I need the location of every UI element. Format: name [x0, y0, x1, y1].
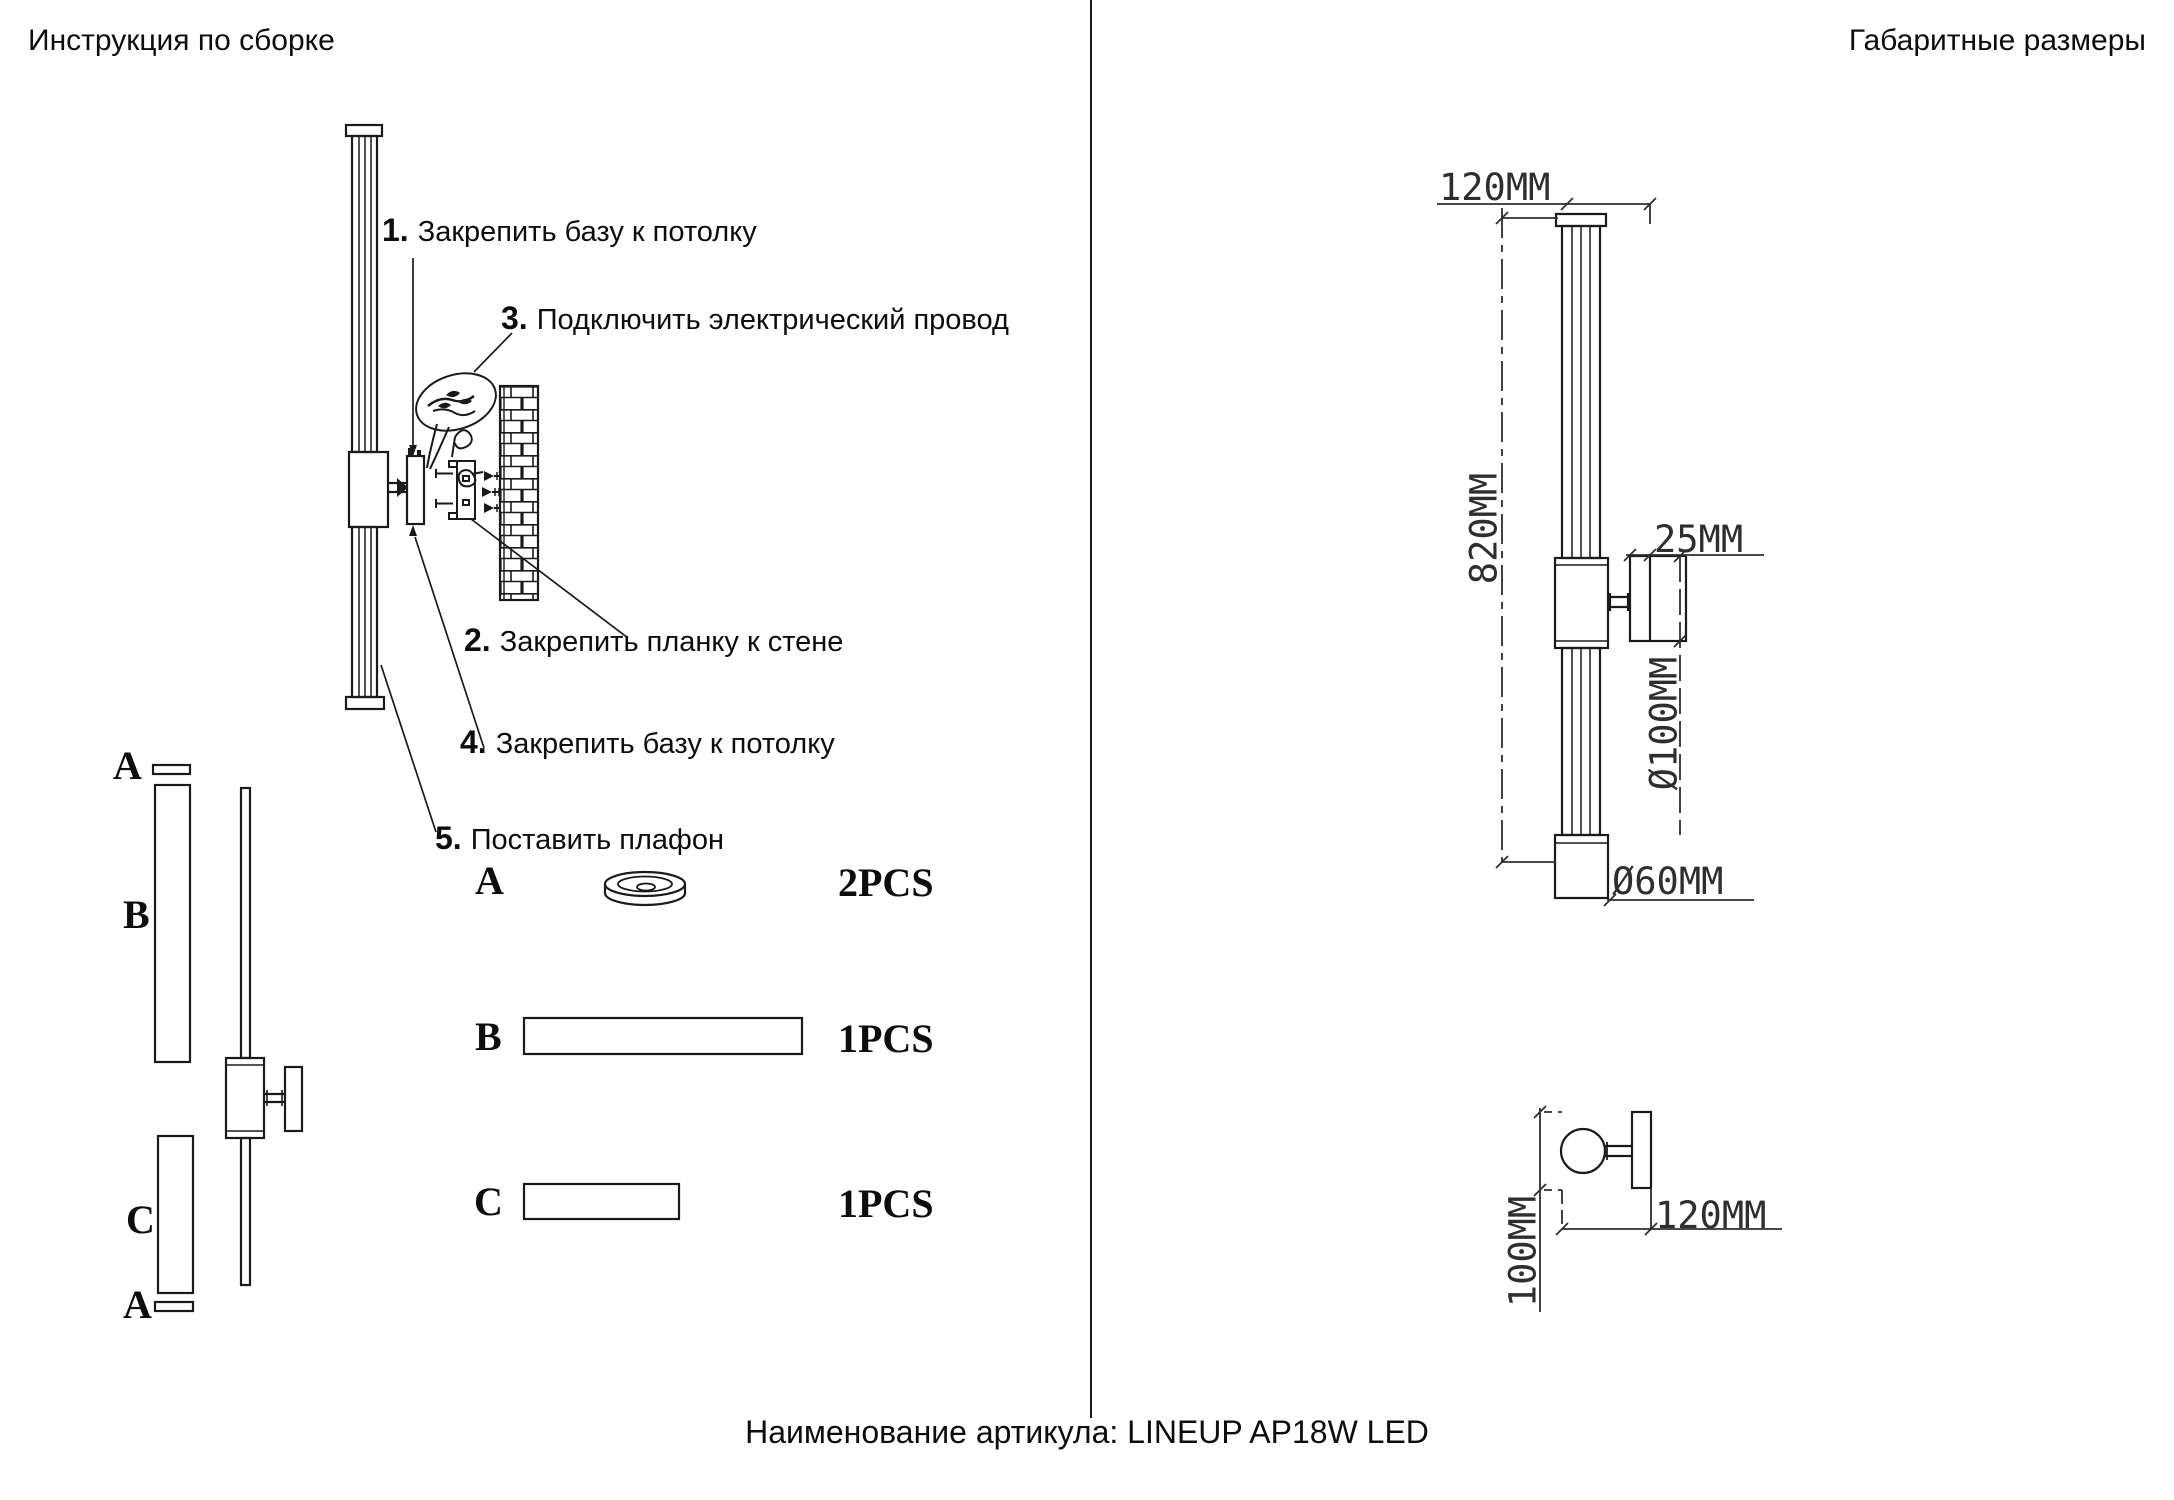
exploded-label-cap-bottom: A	[123, 1282, 152, 1327]
part-row-c-label: C	[474, 1179, 503, 1224]
step-text: Закрепить базу к потолку	[417, 216, 757, 248]
exploded-label-tube-short: C	[126, 1197, 155, 1242]
step-text: Подключить электрический провод	[536, 304, 1009, 336]
part-row-c-qty: 1PCS	[838, 1181, 934, 1226]
dimension-side-view	[1561, 1112, 1651, 1188]
dimension-base-diameter: Ø60MM	[1612, 860, 1724, 903]
part-row-b-label: B	[475, 1014, 502, 1059]
part-row-b-qty: 1PCS	[838, 1016, 934, 1061]
dimension-top-width: 120MM	[1439, 166, 1551, 209]
dimension-side-width: 120MM	[1655, 1194, 1767, 1237]
wall-plate-and-screws	[436, 461, 505, 519]
brick-wall	[500, 386, 538, 600]
dimension-total-height: 820MM	[1462, 472, 1506, 585]
exploded-label-tube-long: B	[123, 892, 150, 937]
step-number: 1.	[382, 212, 409, 248]
part-row-a-label: A	[475, 858, 504, 903]
assembly-step-5	[435, 820, 724, 857]
step-text: Закрепить планку к стене	[499, 626, 844, 658]
step-number: 5.	[435, 820, 462, 856]
assembly-step-2	[464, 622, 843, 659]
wiring-detail-balloon	[409, 364, 504, 469]
dimension-side-depth: 100MM	[1501, 1195, 1545, 1308]
article-name: Наименование артикула: LINEUP AP18W LED	[745, 1414, 1429, 1450]
assembly-step-4	[460, 724, 835, 761]
step-text: Закрепить базу к потолку	[495, 728, 835, 760]
step-number: 4.	[460, 724, 487, 760]
page-title-left: Инструкция по сборке	[28, 24, 335, 57]
assembly-step-3	[501, 300, 1009, 337]
assembly-step-1	[382, 212, 757, 249]
part-row-a-qty: 2PCS	[838, 860, 934, 905]
step-number: 3.	[501, 300, 528, 336]
exploded-parts-drawing	[153, 765, 302, 1311]
parts-list-shapes	[524, 872, 802, 1219]
dimension-canopy-diameter: Ø100MM	[1642, 656, 1686, 791]
dimension-bracket-plate: 25MM	[1654, 518, 1744, 561]
page-title-right: Габаритные размеры	[1848, 24, 2146, 57]
exploded-label-cap-top: A	[113, 743, 142, 788]
step-number: 2.	[464, 622, 491, 658]
step-text: Поставить плафон	[470, 824, 725, 856]
